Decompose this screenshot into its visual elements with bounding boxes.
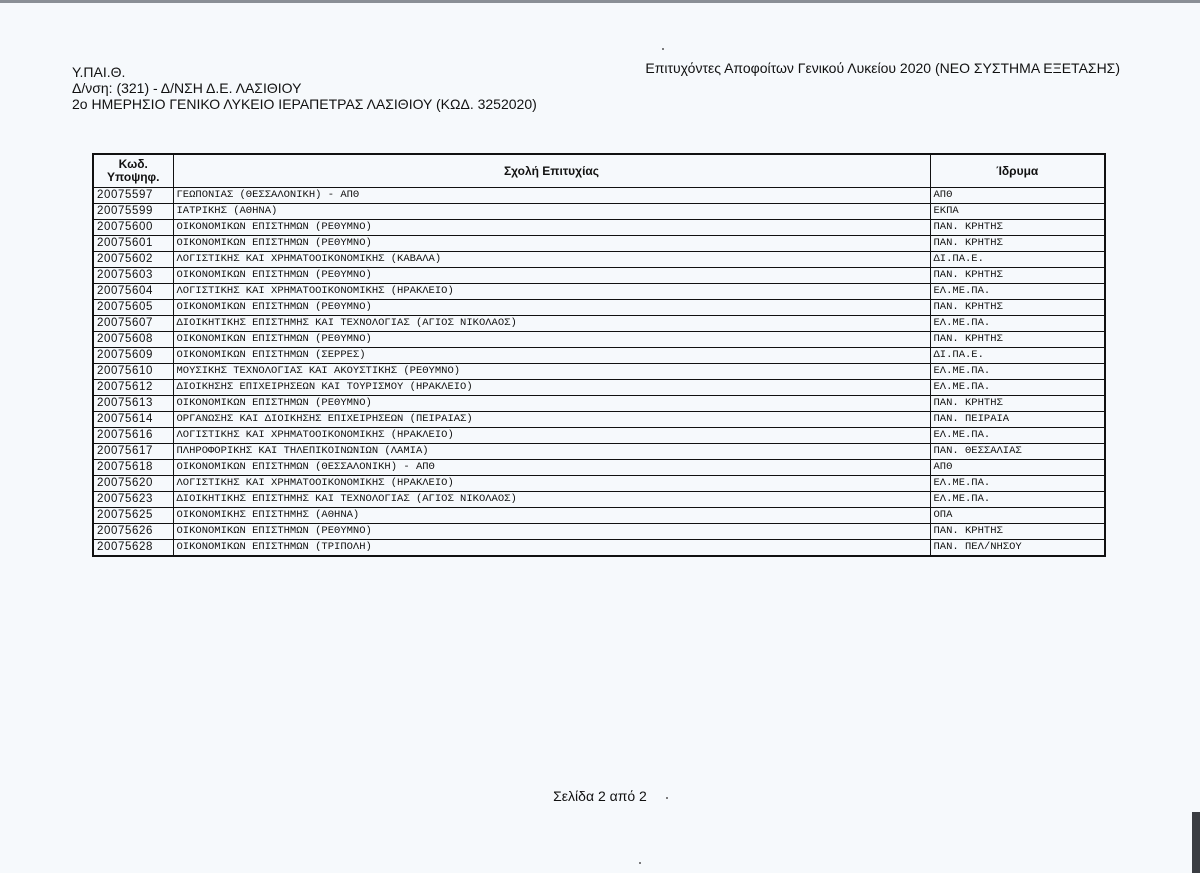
candidate-code-cell: 20075625: [93, 508, 173, 524]
ministry-name: Υ.ΠΑΙ.Θ.: [72, 64, 126, 80]
school-cell: ΛΟΓΙΣΤΙΚΗΣ ΚΑΙ ΧΡΗΜΑΤΟΟΙΚΟΝΟΜΙΚΗΣ (ΗΡΑΚΛΕΙΟ): [173, 428, 930, 444]
table-row: [93, 332, 1105, 348]
institution-cell: ΠΑΝ. ΠΕΙΡΑΙΑ: [930, 412, 1105, 428]
school-cell: ΛΟΓΙΣΤΙΚΗΣ ΚΑΙ ΧΡΗΜΑΤΟΟΙΚΟΝΟΜΙΚΗΣ (ΗΡΑΚΛΕΙΟ): [173, 476, 930, 492]
candidate-code-cell: 20075604: [93, 284, 173, 300]
institution-cell: ΔΙ.ΠΑ.Ε.: [930, 252, 1105, 268]
candidate-code-cell: 20075609: [93, 348, 173, 364]
table-row: [93, 508, 1105, 524]
candidate-code-cell: 20075623: [93, 492, 173, 508]
institution-cell: ΠΑΝ. ΚΡΗΤΗΣ: [930, 396, 1105, 412]
institution-cell: ΕΛ.ΜΕ.ΠΑ.: [930, 380, 1105, 396]
table-row: [93, 540, 1105, 557]
candidate-code-cell: 20075601: [93, 236, 173, 252]
school-cell: ΟΙΚΟΝΟΜΙΚΩΝ ΕΠΙΣΤΗΜΩΝ (ΤΡΙΠΟΛΗ): [173, 540, 930, 557]
candidate-code-cell: 20075614: [93, 412, 173, 428]
school-cell: ΟΙΚΟΝΟΜΙΚΩΝ ΕΠΙΣΤΗΜΩΝ (ΡΕΘΥΜΝΟ): [173, 220, 930, 236]
school-cell: ΟΙΚΟΝΟΜΙΚΩΝ ΕΠΙΣΤΗΜΩΝ (ΡΕΘΥΜΝΟ): [173, 300, 930, 316]
institution-cell: ΕΛ.ΜΕ.ΠΑ.: [930, 492, 1105, 508]
candidate-code-cell: 20075613: [93, 396, 173, 412]
institution-cell: ΠΑΝ. ΚΡΗΤΗΣ: [930, 236, 1105, 252]
table-row: [93, 396, 1105, 412]
school-cell: ΛΟΓΙΣΤΙΚΗΣ ΚΑΙ ΧΡΗΜΑΤΟΟΙΚΟΝΟΜΙΚΗΣ (ΗΡΑΚΛΕΙΟ): [173, 284, 930, 300]
page-number: Σελίδα 2 από 2: [553, 788, 647, 804]
candidate-code-cell: 20075600: [93, 220, 173, 236]
scan-right-edge: [1192, 812, 1200, 873]
table-row: [93, 268, 1105, 284]
table-row: [93, 380, 1105, 396]
institution-cell: ΕΛ.ΜΕ.ΠΑ.: [930, 284, 1105, 300]
table-row: [93, 412, 1105, 428]
table-row: [93, 220, 1105, 236]
school-cell: ΟΙΚΟΝΟΜΙΚΩΝ ΕΠΙΣΤΗΜΩΝ (ΡΕΘΥΜΝΟ): [173, 268, 930, 284]
school-cell: ΛΟΓΙΣΤΙΚΗΣ ΚΑΙ ΧΡΗΜΑΤΟΟΙΚΟΝΟΜΙΚΗΣ (ΚΑΒΑΛΑ): [173, 252, 930, 268]
scan-speck: [666, 797, 668, 799]
institution-cell: ΕΛ.ΜΕ.ΠΑ.: [930, 428, 1105, 444]
school-cell: ΔΙΟΙΚΗΤΙΚΗΣ ΕΠΙΣΤΗΜΗΣ ΚΑΙ ΤΕΧΝΟΛΟΓΙΑΣ (ΑΓΙΟΣ ΝΙΚΟΛΑΟΣ): [173, 316, 930, 332]
candidate-code-cell: 20075618: [93, 460, 173, 476]
candidate-code-cell: 20075612: [93, 380, 173, 396]
school-cell: ΜΟΥΣΙΚΗΣ ΤΕΧΝΟΛΟΓΙΑΣ ΚΑΙ ΑΚΟΥΣΤΙΚΗΣ (ΡΕΘΥΜΝΟ): [173, 364, 930, 380]
table-row: [93, 476, 1105, 492]
results-table: [92, 153, 1106, 557]
school-cell: ΟΡΓΑΝΩΣΗΣ ΚΑΙ ΔΙΟΙΚΗΣΗΣ ΕΠΙΧΕΙΡΗΣΕΩΝ (ΠΕΙΡΑΙΑΣ): [173, 412, 930, 428]
table-row: [93, 236, 1105, 252]
table-row: [93, 492, 1105, 508]
table-row: [93, 204, 1105, 220]
candidate-code-cell: 20075620: [93, 476, 173, 492]
table-row: [93, 460, 1105, 476]
table-row: [93, 316, 1105, 332]
table-header-row: [93, 154, 1105, 188]
institution-cell: ΕΛ.ΜΕ.ΠΑ.: [930, 476, 1105, 492]
directorate-name: Δ/νση: (321) - Δ/ΝΣΗ Δ.Ε. ΛΑΣΙΘΙΟΥ: [72, 80, 302, 96]
candidate-code-cell: 20075608: [93, 332, 173, 348]
table-row: [93, 284, 1105, 300]
school-cell: ΟΙΚΟΝΟΜΙΚΗΣ ΕΠΙΣΤΗΜΗΣ (ΑΘΗΝΑ): [173, 508, 930, 524]
institution-cell: ΑΠΘ: [930, 460, 1105, 476]
institution-cell: ΠΑΝ. ΘΕΣΣΑΛΙΑΣ: [930, 444, 1105, 460]
institution-cell: ΟΠΑ: [930, 508, 1105, 524]
column-header-school: Σχολή Επιτυχίας: [173, 154, 930, 188]
scan-top-edge: [0, 0, 1200, 3]
institution-cell: ΑΠΘ: [930, 188, 1105, 204]
table-row: [93, 252, 1105, 268]
table-row: [93, 300, 1105, 316]
table-row: [93, 524, 1105, 540]
table-row: [93, 428, 1105, 444]
school-cell: ΟΙΚΟΝΟΜΙΚΩΝ ΕΠΙΣΤΗΜΩΝ (ΡΕΘΥΜΝΟ): [173, 396, 930, 412]
candidate-code-cell: 20075605: [93, 300, 173, 316]
institution-cell: ΠΑΝ. ΚΡΗΤΗΣ: [930, 300, 1105, 316]
table-row: [93, 444, 1105, 460]
school-cell: ΟΙΚΟΝΟΜΙΚΩΝ ΕΠΙΣΤΗΜΩΝ (ΣΕΡΡΕΣ): [173, 348, 930, 364]
institution-cell: ΔΙ.ΠΑ.Ε.: [930, 348, 1105, 364]
school-cell: ΟΙΚΟΝΟΜΙΚΩΝ ΕΠΙΣΤΗΜΩΝ (ΡΕΘΥΜΝΟ): [173, 524, 930, 540]
school-cell: ΟΙΚΟΝΟΜΙΚΩΝ ΕΠΙΣΤΗΜΩΝ (ΡΕΘΥΜΝΟ): [173, 236, 930, 252]
school-cell: ΔΙΟΙΚΗΣΗΣ ΕΠΙΧΕΙΡΗΣΕΩΝ ΚΑΙ ΤΟΥΡΙΣΜΟΥ (ΗΡΑΚΛΕΙΟ): [173, 380, 930, 396]
school-cell: ΟΙΚΟΝΟΜΙΚΩΝ ΕΠΙΣΤΗΜΩΝ (ΡΕΘΥΜΝΟ): [173, 332, 930, 348]
report-title: Επιτυχόντες Αποφοίτων Γενικού Λυκείου 2020 (ΝΕΟ ΣΥΣΤΗΜΑ ΕΞΕΤΑΣΗΣ): [645, 60, 1120, 76]
candidate-code-cell: 20075626: [93, 524, 173, 540]
candidate-code-cell: 20075603: [93, 268, 173, 284]
institution-cell: ΠΑΝ. ΚΡΗΤΗΣ: [930, 268, 1105, 284]
column-header-code-line1: Κωδ.: [118, 157, 148, 171]
institution-cell: ΠΑΝ. ΚΡΗΤΗΣ: [930, 524, 1105, 540]
candidate-code-cell: 20075602: [93, 252, 173, 268]
column-header-institution: Ίδρυμα: [930, 154, 1105, 188]
candidate-code-cell: 20075607: [93, 316, 173, 332]
school-cell: ΓΕΩΠΟΝΙΑΣ (ΘΕΣΣΑΛΟΝΙΚΗ) - ΑΠΘ: [173, 188, 930, 204]
institution-cell: ΠΑΝ. ΚΡΗΤΗΣ: [930, 332, 1105, 348]
institution-cell: ΕΛ.ΜΕ.ΠΑ.: [930, 316, 1105, 332]
institution-cell: ΕΚΠΑ: [930, 204, 1105, 220]
column-header-candidate-code: [93, 154, 173, 188]
table-row: [93, 364, 1105, 380]
table-row: [93, 348, 1105, 364]
candidate-code-cell: 20075628: [93, 540, 173, 557]
institution-cell: ΠΑΝ. ΠΕΛ/ΝΗΣΟΥ: [930, 540, 1105, 557]
table-body: [93, 188, 1105, 557]
candidate-code-cell: 20075616: [93, 428, 173, 444]
candidate-code-cell: 20075610: [93, 364, 173, 380]
scan-speck: [662, 48, 664, 50]
candidate-code-cell: 20075617: [93, 444, 173, 460]
institution-cell: ΕΛ.ΜΕ.ΠΑ.: [930, 364, 1105, 380]
scan-speck: [639, 862, 641, 864]
school-name: 2ο ΗΜΕΡΗΣΙΟ ΓΕΝΙΚΟ ΛΥΚΕΙΟ ΙΕΡΑΠΕΤΡΑΣ ΛΑΣΙΘΙΟΥ (ΚΩΔ. 3252020): [72, 96, 537, 112]
candidate-code-cell: 20075597: [93, 188, 173, 204]
column-header-code-line2: Υποψηφ.: [107, 170, 160, 184]
table-row: [93, 188, 1105, 204]
candidate-code-cell: 20075599: [93, 204, 173, 220]
institution-cell: ΠΑΝ. ΚΡΗΤΗΣ: [930, 220, 1105, 236]
school-cell: ΟΙΚΟΝΟΜΙΚΩΝ ΕΠΙΣΤΗΜΩΝ (ΘΕΣΣΑΛΟΝΙΚΗ) - ΑΠΘ: [173, 460, 930, 476]
school-cell: ΠΛΗΡΟΦΟΡΙΚΗΣ ΚΑΙ ΤΗΛΕΠΙΚΟΙΝΩΝΙΩΝ (ΛΑΜΙΑ): [173, 444, 930, 460]
school-cell: ΙΑΤΡΙΚΗΣ (ΑΘΗΝΑ): [173, 204, 930, 220]
document-header: [72, 64, 537, 112]
school-cell: ΔΙΟΙΚΗΤΙΚΗΣ ΕΠΙΣΤΗΜΗΣ ΚΑΙ ΤΕΧΝΟΛΟΓΙΑΣ (ΑΓΙΟΣ ΝΙΚΟΛΑΟΣ): [173, 492, 930, 508]
